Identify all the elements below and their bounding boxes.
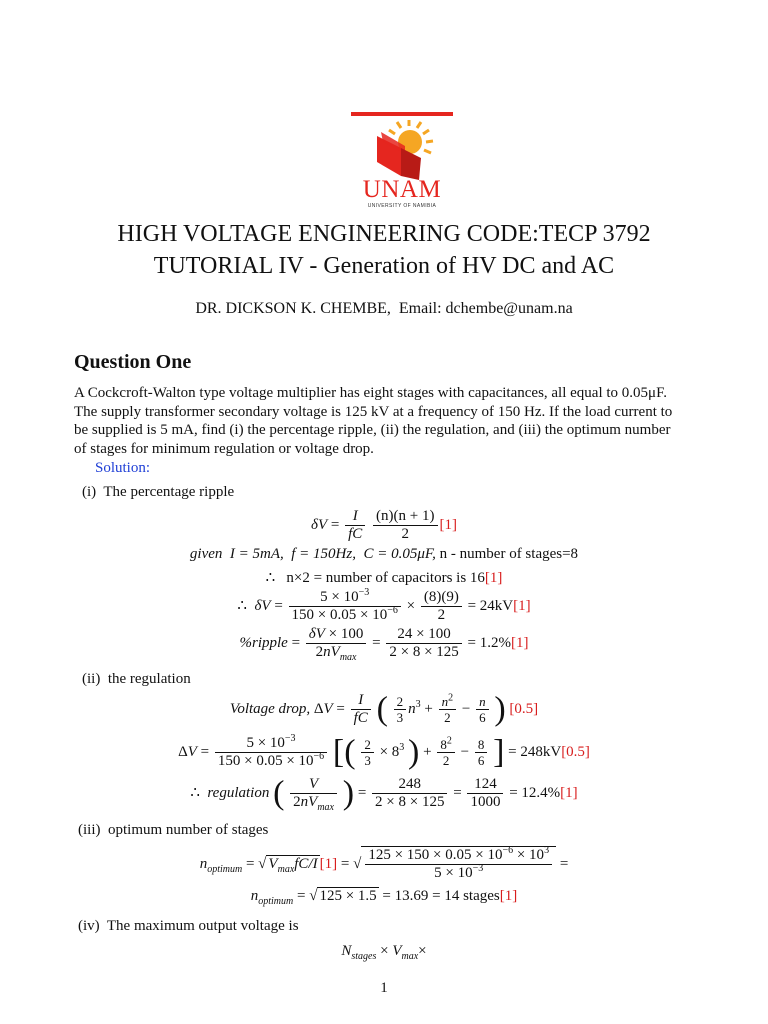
ripple-pct: = 1.2% (467, 634, 511, 651)
logo-tagline: UNIVERSITY OF NAMIBIA (367, 203, 437, 209)
part-i-heading: (i) The percentage ripple (82, 484, 235, 500)
solution-label: Solution: (95, 460, 151, 476)
mark: [0.5] (509, 700, 539, 717)
title-line-2: TUTORIAL IV - Generation of HV DC and AC (153, 253, 615, 279)
eq-given (0, 546, 768, 563)
question-line: A Cockcroft-Walton type voltage multiplier has eight stages with capacitances, all equal to 0.05μF. (74, 385, 667, 401)
eq-n-optimum: $n_{optimum}$ = √ $V_{max}fC/I$ [1] = √ $\frac{125 \times 150 \times 0.05 \times 10^{-6} \times 10^3}{5 \times 10^{-3}}$ = (199, 845, 569, 881)
part-iv-heading: (iv) The maximum output voltage is (78, 918, 299, 934)
eq-n-optimum-value: $n_{optimum}$ = √ 125 × 1.5 = 13.69 = 14 stages[1] (250, 888, 518, 907)
eq-ripple-percent: %ripple = $\frac{\delta V \times 100}{2nV_{max}}$ = $\frac{24 \times 100}{2 \times 8 \times 125}$ = 1.2%[1] (239, 626, 529, 663)
question-text (74, 384, 734, 458)
drop-result: = 248kV (508, 743, 562, 760)
logo-top-rule (351, 112, 453, 116)
question-line: of stages for minimum regulation or voltage drop. (74, 440, 374, 457)
eq-delta-v: δV = $\frac{I}{fC}$ $\frac{(n)(n + 1)}{2}$ [1] (311, 508, 457, 542)
reg-pct: = 12.4% (509, 784, 561, 801)
mark: [0.5] (561, 743, 590, 760)
ripple-result: = 24kV (467, 597, 514, 614)
question-line: be supplied is 5 mA, find (i) the percentage ripple, (ii) the regulation, and (iii) the optimum number (74, 422, 671, 438)
eq-capacitors (0, 568, 768, 587)
mark: [1] (484, 570, 503, 586)
given-text: given I = 5mA, f = 150Hz, C = 0.05μF, (189, 546, 436, 562)
question-line: The supply transformer secondary voltage is 125 kV at a frequency of 150 Hz. If the load current to (74, 403, 673, 420)
capacitors-text: ∴ n×2 = number of capacitors is 16 (265, 570, 485, 586)
author-line: DR. DICKSON K. CHEMBE, Email: dchembe@unam.na (195, 300, 573, 317)
mark: [1] (319, 855, 338, 872)
logo-brand: UNAM (362, 176, 442, 203)
mark: [1] (499, 888, 518, 904)
mark: [1] (513, 597, 531, 614)
part-iii-heading: (iii) optimum number of stages (78, 822, 269, 838)
given-rest: n - number of stages=8 (435, 546, 579, 562)
n-opt-result: = 13.69 = 14 stages (382, 888, 500, 904)
eq-drop-value: ΔV = $\frac{5 \times 10^{-3}}{150 \times 0.05 \times 10^{-6}}$ [( $\frac{2}{3}$ × $8^3$ ) + $\frac{8^2}{2}$ − $\frac{8}{6}$ ] = 248kV[0.5] (178, 733, 590, 771)
part-ii-heading: (ii) the regulation (82, 671, 191, 687)
eq-max-voltage: $N_{stages} \times V_{max}\times$ (341, 943, 427, 962)
logo (351, 112, 453, 212)
page-number: 1 (380, 980, 388, 996)
section-heading: Question One (74, 351, 192, 373)
mark: [1] (560, 784, 578, 801)
title-line-1: HIGH VOLTAGE ENGINEERING CODE:TECP 3792 (117, 221, 651, 247)
mark: [1] (439, 516, 457, 533)
eq-voltage-drop: Voltage drop, ΔV = $\frac{I}{fC}$ ( $\frac{2}{3}$ $n^3$ + $\frac{n^2}{2}$ − $\frac{n}{6}$ ) [0.5] (229, 690, 539, 728)
mark: [1] (511, 634, 529, 651)
eq-regulation: ∴ regulation ( $\frac{V}{2nV_{max}}$ ) = $\frac{248}{2 \times 8 \times 125}$ = $\frac{124}{1000}$ = 12.4%[1] (190, 774, 578, 813)
eq-ripple-value: ∴ δV = $\frac{5 \times 10^{-3}}{150 \times 0.05 \times 10^{-6}}$ × $\frac{(8)(9)}{2}$ = 24kV[1] (237, 587, 531, 623)
